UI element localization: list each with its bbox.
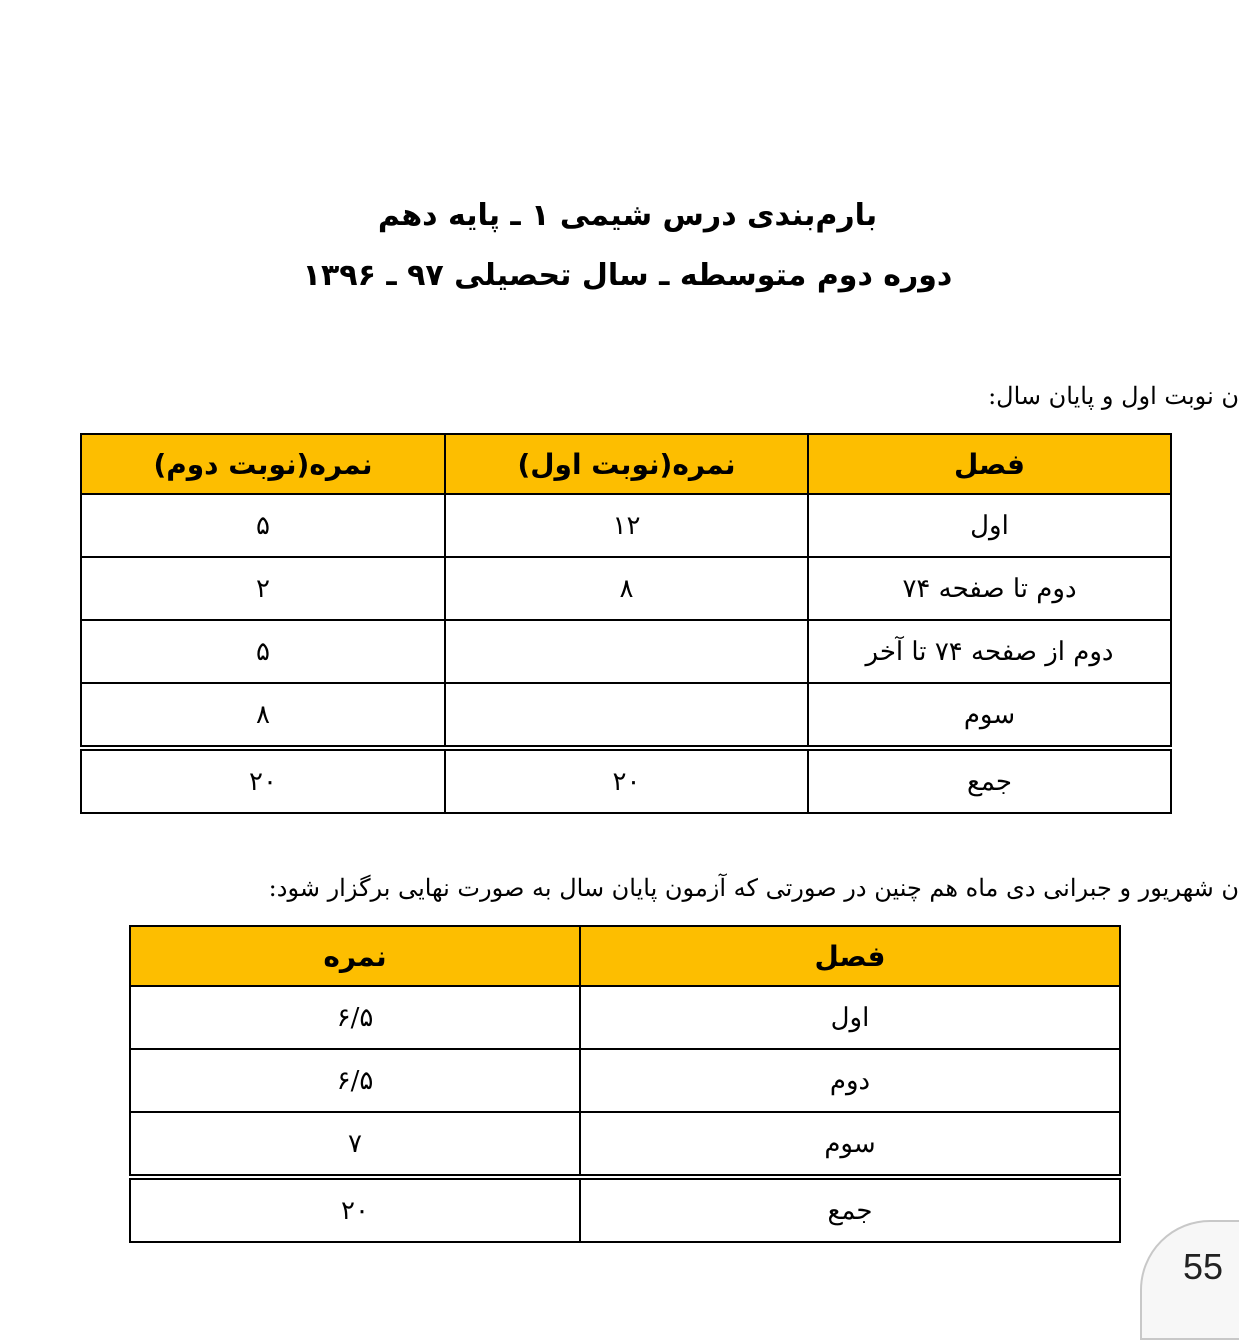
table-row [130,986,1120,1049]
table-row [81,620,1171,683]
score-cell: ۷ [130,1112,580,1177]
table-header-row [130,926,1120,986]
page-number: 55 [1183,1246,1224,1287]
chapter-cell: دوم [580,1049,1120,1112]
page-subtitle: دوره دوم متوسطه ـ سال تحصیلی ۹۷ ـ ۱۳۹۶ [302,258,953,293]
chapter-cell: سوم [808,683,1171,748]
table2-caption: ن شهریور و جبرانی دی ماه هم چنین در صورتی که آزمون پایان سال به صورت نهایی برگزار شود: [268,874,1239,902]
table-row [81,557,1171,620]
table-total-row [130,1177,1120,1242]
header-score: نمره [130,926,580,986]
table-header-row [81,434,1171,494]
header-score-second-term: نمره(نوبت دوم) [81,434,445,494]
header-chapter: فصل [580,926,1120,986]
second-term-score-cell: ۸ [81,683,445,748]
table-total-row [81,748,1171,813]
first-term-score-cell: ۱۲ [445,494,808,557]
total-label-cell: جمع [808,748,1171,813]
chapter-cell: اول [580,986,1120,1049]
header-score-first-term: نمره(نوبت اول) [445,434,808,494]
total-score-cell: ۲۰ [130,1177,580,1242]
table-row [130,1049,1120,1112]
score-cell: ۶/۵ [130,1049,580,1112]
second-term-score-cell: ۵ [81,620,445,683]
table-row [81,494,1171,557]
second-term-score-cell: ۲ [81,557,445,620]
total-label-cell: جمع [580,1177,1120,1242]
table-row [81,683,1171,748]
chapter-cell: دوم تا صفحه ۷۴ [808,557,1171,620]
chapter-cell: دوم از صفحه ۷۴ تا آخر [808,620,1171,683]
first-term-score-cell [445,620,808,683]
score-cell: ۶/۵ [130,986,580,1049]
first-term-total-cell: ۲۰ [445,748,808,813]
header-chapter: فصل [808,434,1171,494]
table-row [130,1112,1120,1177]
chapter-cell: اول [808,494,1171,557]
first-term-score-cell [445,683,808,748]
table1-caption: ن نوبت اول و پایان سال: [988,382,1239,410]
first-term-score-cell: ۸ [445,557,808,620]
grading-table-final [129,925,1121,1243]
second-term-score-cell: ۵ [81,494,445,557]
page-title: بارم‌بندی درس شیمی ۱ ـ پایه دهم [377,198,878,233]
grading-table-semesters [80,433,1172,814]
chapter-cell: سوم [580,1112,1120,1177]
second-term-total-cell: ۲۰ [81,748,445,813]
